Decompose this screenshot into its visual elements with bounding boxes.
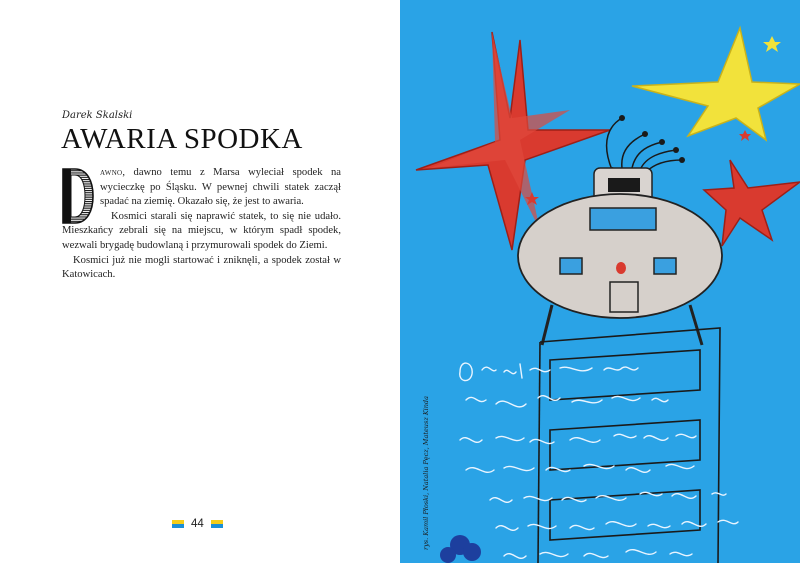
paragraph-1-text: , dawno temu z Marsa wyleciał spodek na wycieczkę po Śląsku. W pewnej chwili statek zaczął spadać na ziemię. Okazało się, że jest to awaria. (100, 167, 341, 208)
building-drawing-icon (538, 328, 720, 563)
story-title: AWARIA SPODKA (61, 123, 303, 155)
ufo-drawing-icon (518, 168, 722, 345)
tree-icon (440, 535, 481, 563)
red-star-icon (704, 160, 800, 246)
small-yellow-star-icon (763, 36, 781, 52)
story-text (62, 166, 341, 283)
paragraph-2: Kosmici starali się naprawić statek, to się nie udało. Mieszkańcy zebrali się na miejscu, w którym spadł spodek, wezwali brygadę budowlaną i przymurowali spodek do Ziemi. (62, 210, 341, 251)
author-name: Darek Skalski (62, 110, 133, 121)
flag-mark-icon (172, 520, 184, 528)
right-page-illustration (400, 0, 800, 563)
page-number-folio (172, 518, 223, 530)
antenna-icon (607, 118, 682, 172)
paragraph-3: Kosmici już nie mogli startować i zniknęli, a spodek został w Katowicach. (62, 254, 341, 281)
small-red-star-icon (739, 130, 751, 141)
paragraph-1 (62, 166, 341, 210)
child-drawing-icon (400, 0, 800, 563)
flag-mark-icon (211, 520, 223, 528)
drop-cap-d-icon (62, 168, 94, 224)
lead-smallcaps: awno (100, 167, 123, 178)
illustration-credit: rys. Kamil Płoski, Natalia Pęcz, Mateusz Kinda (422, 396, 430, 550)
page-number: 44 (191, 518, 204, 530)
